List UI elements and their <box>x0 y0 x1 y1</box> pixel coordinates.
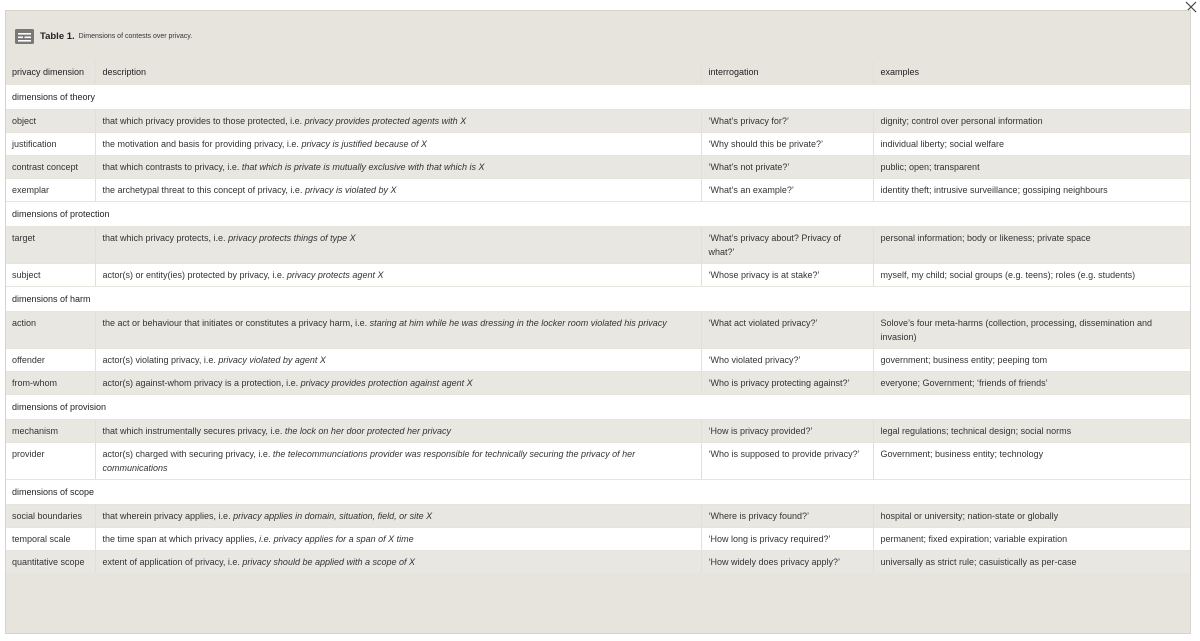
section-row <box>5 395 1191 420</box>
table-row <box>5 528 1191 551</box>
description-text: the time span at which privacy applies, <box>102 534 260 544</box>
description-text: that which privacy protects, i.e. <box>102 233 229 243</box>
cell-examples: dignity; control over personal information <box>873 110 1191 133</box>
section-row <box>5 85 1191 110</box>
description-text: that which privacy provides to those protected, i.e. <box>102 116 305 126</box>
cell-dimension: mechanism <box>5 420 95 443</box>
description-text: actor(s) charged with securing privacy, i.e. <box>102 449 273 459</box>
cell-interrogation: ‘How widely does privacy apply?’ <box>701 551 873 574</box>
table-panel <box>5 10 1191 634</box>
description-text: that wherein privacy applies, i.e. <box>102 511 234 521</box>
cell-dimension: contrast concept <box>5 156 95 179</box>
description-example: privacy protects things of type X <box>228 233 356 243</box>
cell-interrogation: ‘Who violated privacy?’ <box>701 349 873 372</box>
cell-dimension: subject <box>5 264 95 287</box>
description-text: extent of application of privacy, i.e. <box>102 557 243 567</box>
description-example: i.e. privacy applies for a span of X time <box>259 534 414 544</box>
cell-dimension: from-whom <box>5 372 95 395</box>
table-row <box>5 156 1191 179</box>
header-examples: examples <box>873 61 1191 85</box>
cell-dimension: provider <box>5 443 95 480</box>
description-example: that which is private is mutually exclusive with that which is X <box>241 162 485 172</box>
cell-interrogation: ‘Who is privacy protecting against?’ <box>701 372 873 395</box>
cell-interrogation: ‘What’s an example?’ <box>701 179 873 202</box>
header-description: description <box>95 61 701 85</box>
section-row <box>5 287 1191 312</box>
cell-interrogation: ‘How is privacy provided?’ <box>701 420 873 443</box>
cell-examples: legal regulations; technical design; social norms <box>873 420 1191 443</box>
cell-description <box>95 110 701 133</box>
cell-description <box>95 528 701 551</box>
table-row <box>5 227 1191 264</box>
description-example: privacy provides protection against agent X <box>300 378 473 388</box>
table-caption <box>6 11 1190 61</box>
table-header-row <box>5 61 1191 85</box>
cell-examples: individual liberty; social welfare <box>873 133 1191 156</box>
description-example: staring at him while he was dressing in the locker room violated his privacy <box>369 318 667 328</box>
header-interrogation: interrogation <box>701 61 873 85</box>
section-title: dimensions of theory <box>5 85 1191 110</box>
table-row <box>5 133 1191 156</box>
description-example: privacy is justified because of X <box>301 139 427 149</box>
cell-description <box>95 312 701 349</box>
cell-description <box>95 264 701 287</box>
table-row <box>5 505 1191 528</box>
cell-examples: hospital or university; nation-state or globally <box>873 505 1191 528</box>
description-example: privacy is violated by X <box>304 185 397 195</box>
description-text: the archetypal threat to this concept of privacy, i.e. <box>102 185 305 195</box>
cell-description <box>95 420 701 443</box>
table-row <box>5 443 1191 480</box>
table-row <box>5 110 1191 133</box>
cell-examples: identity theft; intrusive surveillance; gossiping neighbours <box>873 179 1191 202</box>
section-title: dimensions of scope <box>5 480 1191 505</box>
privacy-dimensions-table <box>5 61 1191 574</box>
description-text: actor(s) violating privacy, i.e. <box>102 355 219 365</box>
description-example: privacy violated by agent X <box>218 355 326 365</box>
cell-interrogation: ‘Who is supposed to provide privacy?’ <box>701 443 873 480</box>
cell-interrogation: ‘What’s not private?’ <box>701 156 873 179</box>
table-row <box>5 349 1191 372</box>
cell-dimension: justification <box>5 133 95 156</box>
cell-interrogation: ‘What’s privacy about? Privacy of what?’ <box>701 227 873 264</box>
description-example: the lock on her door protected her privacy <box>284 426 451 436</box>
cell-examples: government; business entity; peeping tom <box>873 349 1191 372</box>
cell-dimension: offender <box>5 349 95 372</box>
description-example: privacy provides protected agents with X <box>304 116 467 126</box>
section-title: dimensions of provision <box>5 395 1191 420</box>
table-label: Table 1. <box>40 30 75 42</box>
cell-examples: personal information; body or likeness; private space <box>873 227 1191 264</box>
section-row <box>5 480 1191 505</box>
cell-interrogation: ‘How long is privacy required?’ <box>701 528 873 551</box>
cell-description <box>95 443 701 480</box>
description-example: privacy protects agent X <box>286 270 384 280</box>
table-icon <box>15 29 34 44</box>
cell-description <box>95 372 701 395</box>
header-dimension: privacy dimension <box>5 61 95 85</box>
cell-examples: permanent; fixed expiration; variable expiration <box>873 528 1191 551</box>
cell-description <box>95 551 701 574</box>
table-caption-text: Dimensions of contests over privacy. <box>78 33 193 40</box>
cell-dimension: exemplar <box>5 179 95 202</box>
cell-description <box>95 133 701 156</box>
description-text: actor(s) against-whom privacy is a protection, i.e. <box>102 378 301 388</box>
cell-description <box>95 227 701 264</box>
cell-interrogation: ‘What act violated privacy?’ <box>701 312 873 349</box>
cell-interrogation: ‘What’s privacy for?’ <box>701 110 873 133</box>
description-text: actor(s) or entity(ies) protected by privacy, i.e. <box>102 270 287 280</box>
cell-examples: myself, my child; social groups (e.g. teens); roles (e.g. students) <box>873 264 1191 287</box>
description-text: the act or behaviour that initiates or constitutes a privacy harm, i.e. <box>102 318 370 328</box>
section-title: dimensions of protection <box>5 202 1191 227</box>
section-title: dimensions of harm <box>5 287 1191 312</box>
cell-interrogation: ‘Why should this be private?’ <box>701 133 873 156</box>
table-row <box>5 420 1191 443</box>
description-example: privacy applies in domain, situation, field, or site X <box>233 511 433 521</box>
cell-description <box>95 156 701 179</box>
section-row <box>5 202 1191 227</box>
cell-examples: universally as strict rule; casuistically as per-case <box>873 551 1191 574</box>
cell-description <box>95 179 701 202</box>
cell-description <box>95 505 701 528</box>
cell-examples: everyone; Government; ‘friends of friends’ <box>873 372 1191 395</box>
cell-examples: public; open; transparent <box>873 156 1191 179</box>
table-row <box>5 312 1191 349</box>
table-body <box>5 85 1191 574</box>
cell-dimension: object <box>5 110 95 133</box>
description-text: that which instrumentally secures privacy, i.e. <box>102 426 285 436</box>
cell-dimension: quantitative scope <box>5 551 95 574</box>
description-example: the telecommunciations provider was responsible for technically securing the privacy of her communications <box>102 449 636 473</box>
table-row <box>5 179 1191 202</box>
cell-examples: Solove’s four meta-harms (collection, processing, dissemination and invasion) <box>873 312 1191 349</box>
cell-dimension: social boundaries <box>5 505 95 528</box>
cell-interrogation: ‘Where is privacy found?’ <box>701 505 873 528</box>
description-example: privacy should be applied with a scope of X <box>242 557 416 567</box>
description-text: the motivation and basis for providing privacy, i.e. <box>102 139 302 149</box>
table-row <box>5 551 1191 574</box>
cell-examples: Government; business entity; technology <box>873 443 1191 480</box>
cell-dimension: target <box>5 227 95 264</box>
cell-description <box>95 349 701 372</box>
cell-dimension: action <box>5 312 95 349</box>
table-row <box>5 372 1191 395</box>
cell-interrogation: ‘Whose privacy is at stake?’ <box>701 264 873 287</box>
cell-dimension: temporal scale <box>5 528 95 551</box>
table-row <box>5 264 1191 287</box>
description-text: that which contrasts to privacy, i.e. <box>102 162 242 172</box>
